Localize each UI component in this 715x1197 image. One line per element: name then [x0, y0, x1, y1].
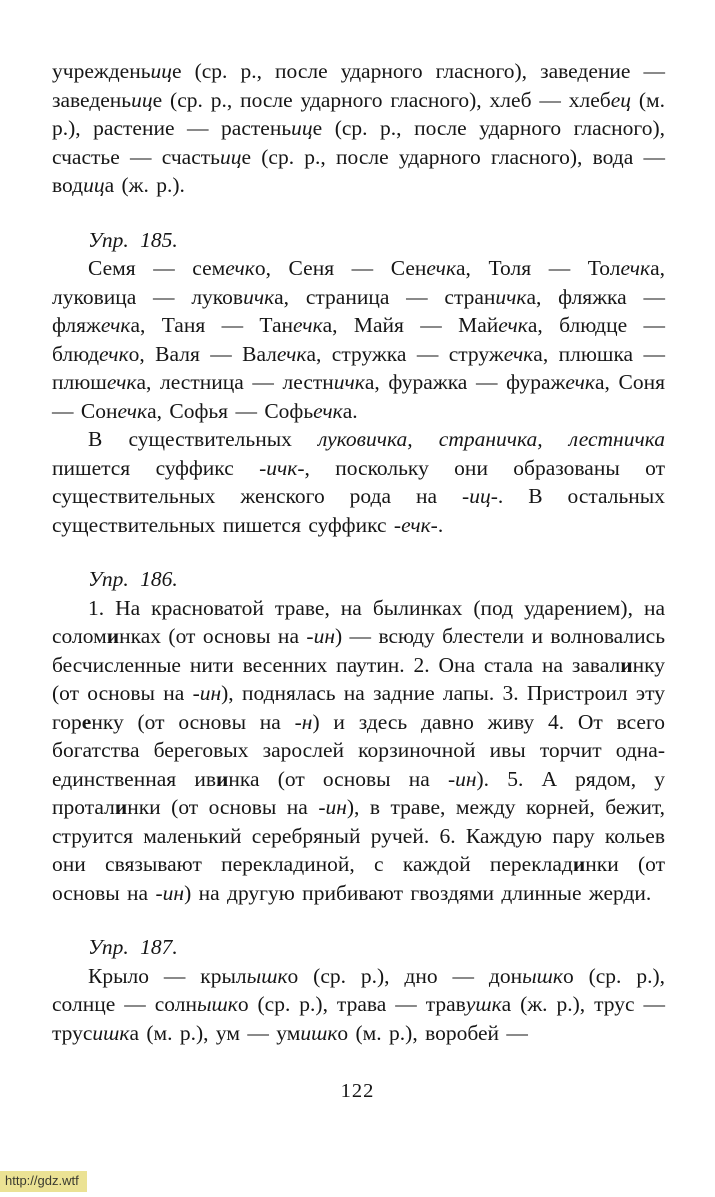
text-run: ечк: [117, 398, 148, 423]
text-run: Семя — сем: [88, 256, 226, 280]
exercise-heading: [52, 933, 665, 962]
text-run: -ин: [318, 795, 347, 819]
text-run: е (ср. р., после ударного гласного), счастье — счасть: [52, 116, 665, 169]
text-run: ) на другую прибивают гвоздями длинные жерди.: [184, 880, 652, 905]
text-run: ечк: [426, 256, 456, 280]
text-run: ечк: [100, 313, 131, 337]
text-run: (м. р.), растение — растень: [52, 87, 666, 140]
text-run: луковичка, страничка, лестничка: [318, 427, 665, 451]
text-run: -ин: [155, 880, 185, 905]
text-run: ) — всюду блестели и волновались бесчисленные нити весенних паутин. 2. Она стала на завал: [52, 624, 666, 677]
text-run: нках (от основы на: [119, 624, 307, 648]
text-run: ечк: [225, 256, 255, 280]
text-run: а, плюшка — плюш: [52, 341, 665, 394]
text-paragraph: [52, 57, 665, 200]
text-run: а, лестница — лестн: [136, 370, 334, 394]
text-run: -ин: [306, 624, 335, 648]
text-run: о (ср. р.), дно — дон: [287, 963, 523, 988]
text-run: ец: [610, 87, 631, 112]
text-run: иц: [131, 87, 153, 112]
text-run: а, фляжка — фляж: [52, 284, 665, 337]
text-run: Упр. 185.: [88, 227, 178, 252]
text-run: ичк: [495, 284, 527, 309]
text-run: и: [106, 624, 120, 648]
text-run: о (ср. р.), трава — трав: [237, 992, 466, 1016]
text-run: о, Сеня — Сен: [254, 256, 427, 280]
text-run: нки (от основы на: [127, 795, 319, 819]
text-run: .: [437, 512, 444, 537]
text-run: ) и здесь давно живу 4. От всего богатства береговых зарослей корзиночной ивы торчит одна-единственная ив: [52, 709, 665, 791]
text-run: . В остальных существительных пишется суффикс: [52, 484, 666, 537]
watermark-gdz: http://gdz.wtf: [0, 1171, 87, 1192]
text-run: ушк: [465, 992, 502, 1016]
text-run: а, Майя — Май: [322, 313, 499, 337]
text-paragraph: [52, 962, 665, 1048]
text-run: нку (от основы на: [52, 652, 665, 705]
text-run: Упр. 187.: [88, 935, 178, 959]
text-run: и: [620, 652, 633, 677]
page-content: [52, 57, 665, 1047]
text-run: а (м. р.), ум — ум: [129, 1020, 301, 1045]
text-run: ечк: [498, 313, 528, 337]
text-run: ечк: [276, 341, 307, 366]
text-run: ечк: [565, 370, 595, 394]
text-run: а, Толя — Тол: [456, 256, 621, 280]
text-run: иц: [150, 59, 173, 83]
text-run: ичк: [243, 284, 275, 309]
text-run: а, фуражка — фураж: [364, 370, 566, 394]
text-run: е (ср. р., после ударного гласного), вода — вод: [52, 144, 666, 197]
text-run: ). 5. А рядом, у протал: [52, 766, 665, 819]
text-run: а.: [342, 398, 358, 423]
exercise-heading: [52, 226, 665, 255]
text-run: а, луковица — луков: [52, 256, 665, 309]
text-run: ишк: [300, 1020, 338, 1045]
text-run: ), поднялась на задние лапы. 3. Пристроил эту гор: [52, 681, 665, 734]
text-run: и: [215, 766, 229, 791]
text-paragraph: [52, 254, 665, 425]
text-run: нка (от основы на: [228, 766, 448, 791]
text-run: и: [114, 795, 128, 819]
text-run: , поскольку они образованы от существительных женского рода на: [52, 455, 665, 508]
text-run: -ин: [192, 681, 222, 705]
text-run: -н: [294, 709, 313, 734]
text-run: а, Софья — Софь: [147, 398, 314, 423]
text-run: -ин: [447, 766, 477, 791]
text-run: ечк: [620, 256, 651, 280]
text-run: ечк: [106, 370, 137, 394]
text-run: 1. На красноватой траве, на былинках (под ударением), на солом: [52, 595, 665, 648]
text-run: ечк: [313, 398, 343, 423]
text-run: пишется суффикс: [52, 455, 260, 480]
text-run: и: [572, 852, 586, 876]
text-run: а, Таня — Тан: [130, 313, 294, 337]
text-run: -иц-: [462, 484, 498, 508]
page-number: 122: [340, 1080, 375, 1102]
text-run: а, страница — стран: [274, 284, 496, 309]
text-run: е: [81, 709, 92, 734]
text-run: о (м. р.), воробей —: [337, 1020, 528, 1045]
text-run: е (ср. р., после ударного гласного), заведение — заведень: [52, 59, 665, 112]
text-run: ишк: [92, 1020, 130, 1045]
text-run: -ичк-: [259, 455, 305, 480]
text-run: ечк: [99, 341, 129, 366]
exercise-heading: [52, 565, 665, 594]
text-run: В существительных: [88, 427, 319, 451]
text-run: учреждень: [52, 59, 151, 83]
text-run: а (ж. р.).: [104, 173, 185, 197]
text-run: а, стружка — струж: [306, 341, 504, 366]
text-run: Крыло — крыл: [88, 963, 247, 988]
text-run: а (ж. р.), трус — трус: [52, 992, 665, 1045]
text-paragraph: [52, 425, 665, 539]
text-run: е (ср. р., после ударного гласного), хлеб — хлеб: [152, 87, 611, 112]
text-run: иц: [219, 144, 242, 169]
text-run: ышк: [246, 963, 288, 988]
text-run: нки (от основы на: [52, 852, 666, 905]
text-run: Упр. 186.: [88, 567, 178, 591]
text-run: ышк: [196, 992, 238, 1016]
text-run: -ечк-: [393, 512, 438, 537]
text-run: о, Валя — Вал: [128, 341, 277, 366]
text-run: ечк: [293, 313, 323, 337]
text-run: а, блюдце — блюд: [52, 313, 665, 366]
text-run: нку (от основы на: [91, 709, 295, 734]
text-run: а, Соня — Сон: [52, 370, 665, 423]
text-run: ечк: [503, 341, 534, 366]
text-run: иц: [83, 173, 105, 197]
text-run: ышк: [522, 963, 563, 988]
text-paragraph: [52, 594, 665, 908]
text-run: ичк: [333, 370, 365, 394]
text-run: ), в траве, между корней, бежит, струится маленький серебряный ручей. 6. Каждую пару кольев они связывают перекладиной, с каждой переклад: [52, 795, 665, 876]
text-run: о (ср. р.), солнце — солн: [52, 963, 665, 1016]
text-run: иц: [291, 116, 313, 140]
